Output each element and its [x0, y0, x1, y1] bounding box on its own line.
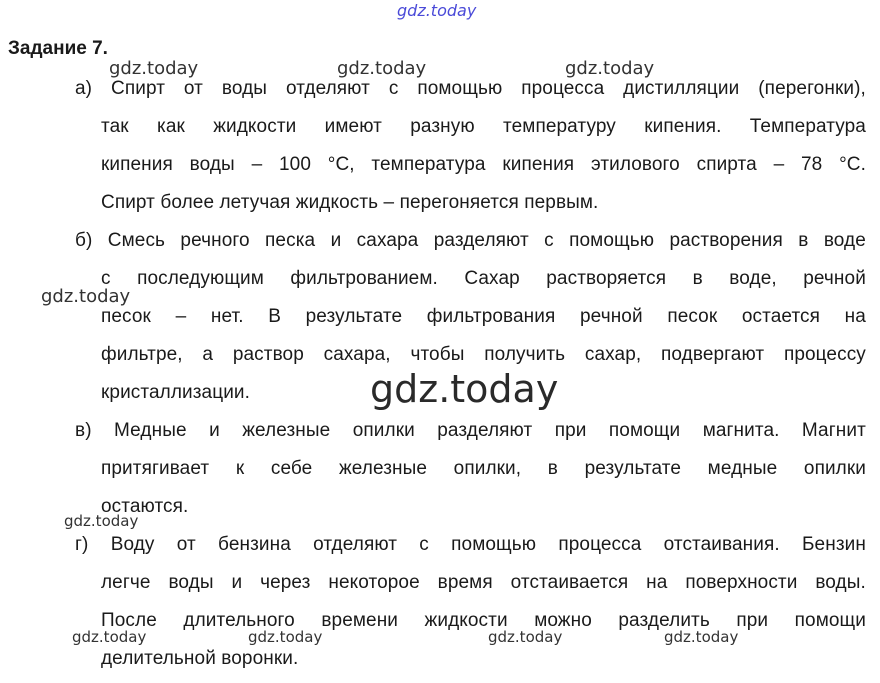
watermark-large: gdz.today — [370, 367, 559, 411]
paragraph-a-line: Спирт более летучая жидкость – перегоняется первым. — [101, 192, 599, 213]
watermark: gdz.today — [248, 628, 323, 646]
paragraph-c-line: в) Медные и железные опилки разделяют при помощи магнита. Магнит — [75, 420, 866, 441]
paragraph-b-line: б) Смесь речного песка и сахара разделяют с помощью растворения в воде — [75, 230, 866, 251]
watermark: gdz.today — [488, 628, 563, 646]
watermark: gdz.today — [109, 58, 199, 79]
watermark: gdz.today — [565, 58, 655, 79]
watermark: gdz.today — [41, 286, 131, 307]
paragraph-c-line: остаются. — [101, 496, 189, 517]
task-title: Задание 7. — [8, 38, 108, 59]
paragraph-d-line: г) Воду от бензина отделяют с помощью процесса отстаивания. Бензин — [75, 534, 866, 555]
paragraph-d-line: делительной воронки. — [101, 648, 299, 669]
watermark: gdz.today — [664, 628, 739, 646]
paragraph-d-line: легче воды и через некоторое время отстаивается на поверхности воды. — [101, 572, 866, 593]
watermark: gdz.today — [337, 58, 427, 79]
watermark: gdz.today — [64, 512, 139, 530]
paragraph-a-line: так как жидкости имеют разную температуру кипения. Температура — [101, 116, 866, 137]
watermark-top: gdz.today — [397, 1, 477, 20]
paragraph-b-line: кристаллизации. — [101, 382, 251, 403]
paragraph-b-line: с последующим фильтрованием. Сахар растворяется в воде, речной — [101, 268, 866, 289]
paragraph-a-line: кипения воды – 100 °С, температура кипения этилового спирта – 78 °С. — [101, 154, 866, 175]
paragraph-b-line: фильтре, а раствор сахара, чтобы получить сахар, подвергают процессу — [101, 344, 866, 365]
paragraph-c-line: притягивает к себе железные опилки, в результате медные опилки — [101, 458, 866, 479]
paragraph-a-line: а) Спирт от воды отделяют с помощью процесса дистилляции (перегонки), — [75, 78, 866, 99]
paragraph-d-line: После длительного времени жидкости можно разделить при помощи — [101, 610, 866, 631]
watermark: gdz.today — [72, 628, 147, 646]
paragraph-b-line: песок – нет. В результате фильтрования речной песок остается на — [101, 306, 866, 327]
